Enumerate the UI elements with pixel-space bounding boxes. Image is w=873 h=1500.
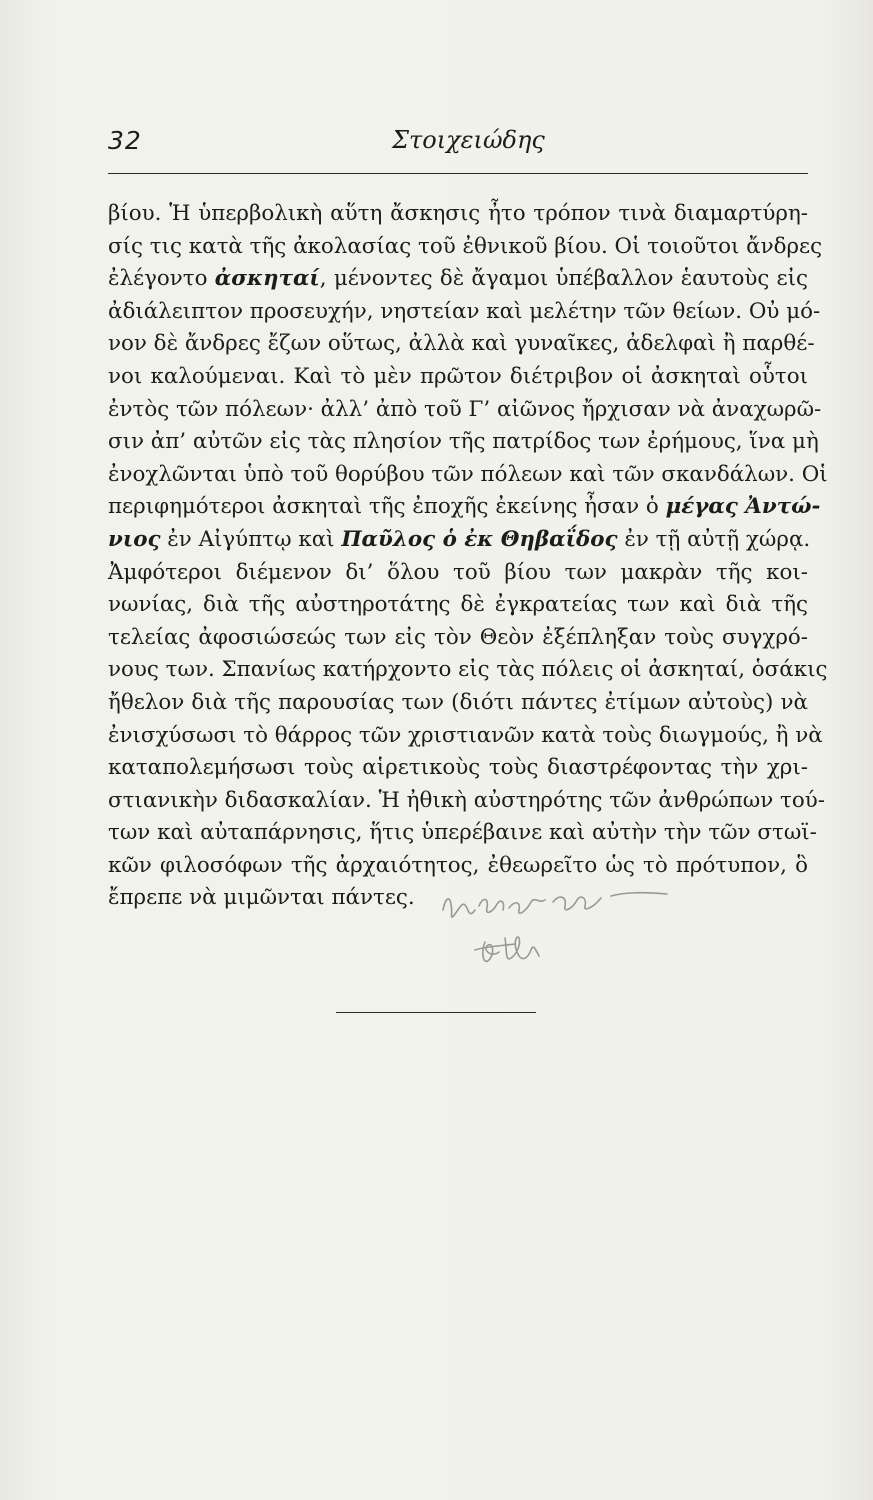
text-line: σίς τις κατὰ τῆς ἀκολασίας τοῦ ἐθνικοῦ βίου. Οἱ τοιοῦτοι ἄνδρες xyxy=(108,233,823,259)
text-line: στιανικὴν διδασκαλίαν. Ἡ ἠθικὴ αὐστηρότης τῶν ἀνθρώπων τού- xyxy=(108,787,825,813)
text-line: Ἀμφότεροι διέμενον δι’ ὅλου τοῦ βίου των μακρὰν τῆς κοι- xyxy=(108,559,808,585)
emphasis-name: μέγας Ἀντώ- xyxy=(665,494,821,520)
header-rule xyxy=(108,173,808,174)
text-line: ἔπρεπε νὰ μιμῶνται πάντες. xyxy=(108,885,415,911)
text-line: νιος ἐν Αἰγύπτῳ καὶ Παῦλος ὁ ἐκ Θηβαΐδος ἐν τῇ αὐτῇ χώρᾳ. xyxy=(108,526,811,552)
end-rule xyxy=(336,1012,536,1013)
text-line: νωνίας, διὰ τῆς αὐστηροτάτης δὲ ἐγκρατείας των καὶ διὰ τῆς xyxy=(108,592,808,618)
text-line: ἐνοχλῶνται ὑπὸ τοῦ θορύβου τῶν πόλεων καὶ τῶν σκανδάλων. Οἱ xyxy=(108,461,828,487)
text-line: ἀδιάλειπτον προσευχήν, νηστείαν καὶ μελέτην τῶν θείων. Οὐ μό- xyxy=(108,298,821,324)
text-line: ἐνισχύσωσι τὸ θάρρος τῶν χριστιανῶν κατὰ τοὺς διωγμούς, ἢ νὰ xyxy=(108,722,823,748)
handwritten-signature xyxy=(435,886,725,986)
text-line: καταπολεμήσωσι τοὺς αἱρετικοὺς τοὺς διαστρέφοντας τὴν χρι- xyxy=(108,755,808,781)
page-number: 32 xyxy=(108,126,142,155)
emphasis-name: Παῦλος ὁ ἐκ Θηβαΐδος xyxy=(341,526,618,552)
text-line: περιφημότεροι ἀσκηταὶ τῆς ἐποχῆς ἐκείνης ἦσαν ὁ μέγας Ἀντώ- xyxy=(108,494,821,520)
text-line: νους των. Σπανίως κατήρχοντο εἰς τὰς πόλεις οἱ ἀσκηταί, ὁσάκις xyxy=(108,657,828,683)
text-line: τελείας ἀφοσιώσεώς των εἰς τὸν Θεὸν ἐξέπληξαν τοὺς συγχρό- xyxy=(108,624,808,650)
text-line: νοι καλούμεναι. Καὶ τὸ μὲν πρῶτον διέτριβον οἱ ἀσκηταὶ οὗτοι xyxy=(108,363,808,389)
emphasis-name: νιος xyxy=(108,526,161,552)
text-line: ἐντὸς τῶν πόλεων· ἀλλ’ ἀπὸ τοῦ Γ’ αἰῶνος ἤρχισαν νὰ ἀναχωρῶ- xyxy=(108,396,822,422)
text-line: των καὶ αὐταπάρνησις, ἥτις ὑπερέβαινε καὶ αὐτὴν τὴν τῶν στωϊ- xyxy=(108,820,817,846)
text-line: κῶν φιλοσόφων τῆς ἀρχαιότητος, ἐθεωρεῖτο ὡς τὸ πρότυπον, ὃ xyxy=(108,852,808,878)
page-header xyxy=(108,126,808,166)
text-line: νον δὲ ἄνδρες ἔζων οὕτως, ἀλλὰ καὶ γυναῖκες, ἀδελφαὶ ἢ παρθέ- xyxy=(108,331,815,357)
text-line: σιν ἀπ’ αὐτῶν εἰς τὰς πλησίον τῆς πατρίδος των ἐρήμους, ἵνα μὴ xyxy=(108,429,819,455)
text-line: ἤθελον διὰ τῆς παρουσίας των (διότι πάντες ἐτίμων αὐτοὺς) νὰ xyxy=(108,689,808,715)
text-line: ἐλέγοντο ἀσκηταί, μένοντες δὲ ἄγαμοι ὑπέβαλλον ἑαυτοὺς εἰς xyxy=(108,266,809,292)
running-title: Στοιχειώδης xyxy=(392,126,545,154)
body-text xyxy=(108,198,828,915)
text-line: βίου. Ἡ ὑπερβολικὴ αὕτη ἄσκησις ἦτο τρόπον τινὰ διαμαρτύρη- xyxy=(108,201,808,226)
emphasis-term: ἀσκηταί xyxy=(214,266,320,292)
